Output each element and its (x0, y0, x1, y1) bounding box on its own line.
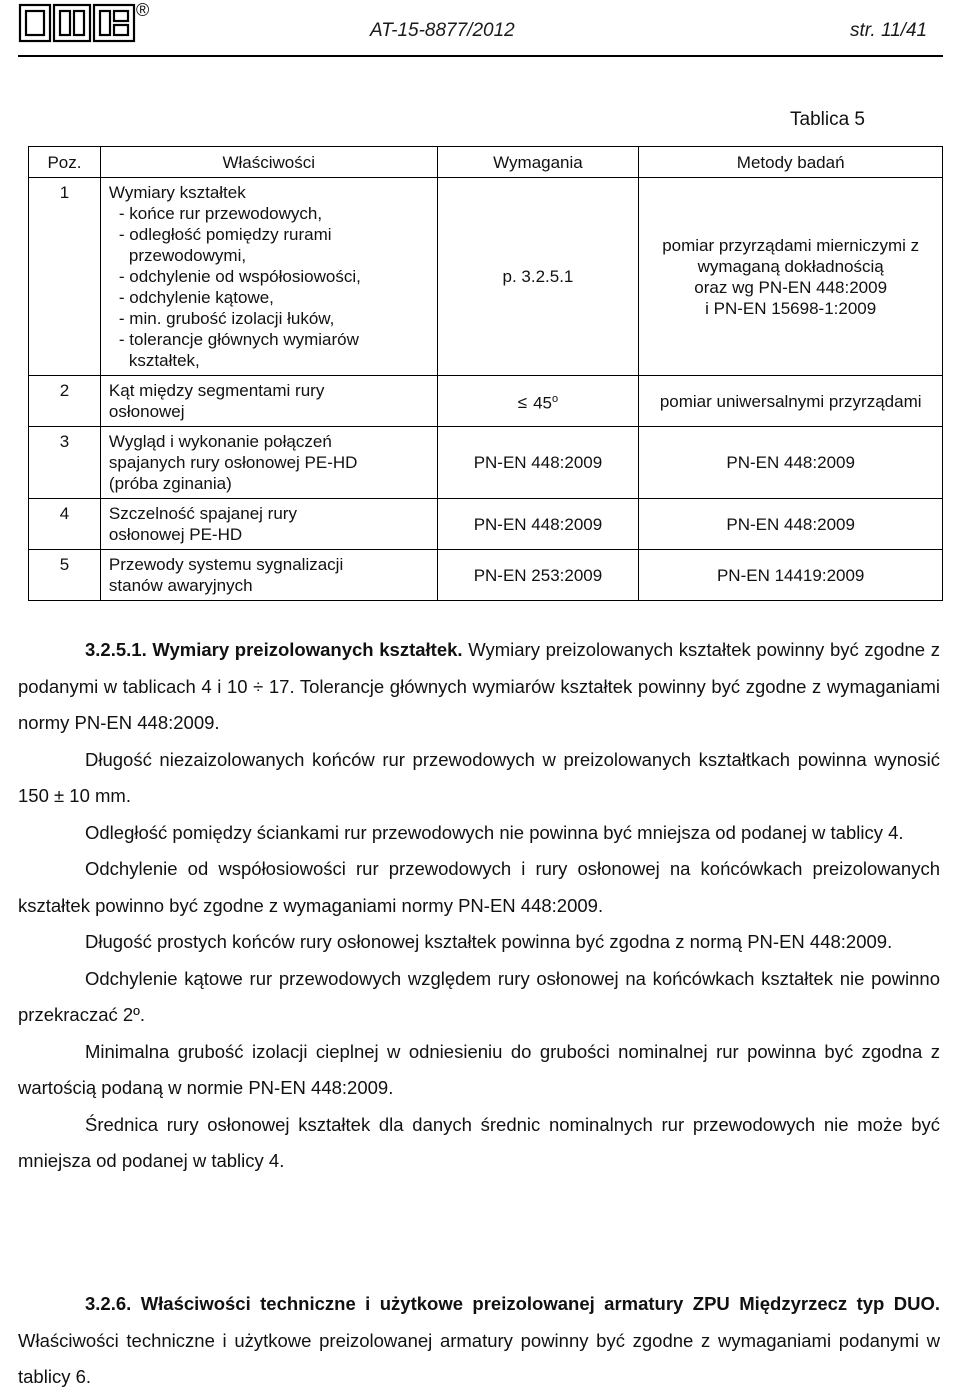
prop-line: przewodowymi, (128, 246, 247, 265)
row-properties (100, 427, 437, 499)
row-number: 3 (29, 427, 101, 499)
section-text: Właściwości techniczne i użytkowe preizolowanej armatury powinny być zgodne z wymaganiami podanymi w tablicy 6. (18, 1329, 940, 1387)
prop-line: Wygląd i wykonanie połączeń (108, 432, 332, 451)
prop-line: - odchylenie kątowe, (118, 288, 274, 307)
table-row (29, 376, 943, 427)
section-heading: 3.2.6. Właściwości techniczne i użytkowe preizolowanej armatury ZPU Międzyrzecz typ DUO. (85, 1293, 940, 1314)
table-row (29, 550, 943, 601)
prop-line: Kąt między segmentami rury (108, 381, 325, 400)
prop-line: spajanych rury osłonowej PE-HD (108, 453, 358, 472)
row-requirement: p. 3.2.5.1 (437, 178, 639, 376)
paragraph: Długość prostych końców rury osłonowej kształtek powinna być zgodna z normą PN-EN 448:2009. (85, 931, 893, 952)
row-method: PN-EN 448:2009 (639, 499, 943, 550)
prop-line: (próba zginania) (108, 474, 232, 493)
method-line: pomiar przyrządami mierniczymi z (662, 235, 920, 255)
prop-line: Przewody systemu sygnalizacji (108, 555, 344, 574)
prop-line: kształtek, (128, 351, 200, 370)
prop-line: osłonowej (108, 402, 185, 421)
row-number: 4 (29, 499, 101, 550)
paragraph: Odchylenie kątowe rur przewodowych względem rury osłonowej na końcówkach kształtek nie powinno przekraczać 2º. (18, 967, 940, 1025)
table-caption: Tablica 5 (790, 109, 865, 130)
paragraph: Minimalna grubość izolacji cieplnej w odniesieniu do grubości nominalnej rur powinna być zgodna z wartością podaną w normie PN-EN 448:2009. (18, 1040, 940, 1098)
prop-line: - min. grubość izolacji łuków, (118, 309, 335, 328)
method-line: wymaganą dokładnością (697, 256, 884, 276)
table-row (29, 427, 943, 499)
prop-line: - odległość pomiędzy rurami (118, 225, 332, 244)
section-heading: 3.2.5.1. Wymiary preizolowanych kształtek. (85, 639, 463, 660)
properties-table (28, 146, 943, 601)
page-number: str. 11/41 (850, 20, 928, 41)
header-divider (18, 55, 943, 57)
prop-line: - odchylenie od współosiowości, (118, 267, 361, 286)
paragraph: Długość niezaizolowanych końców rur przewodowych w preizolowanych kształtkach powinna wynosić 150 ± 10 mm. (18, 748, 940, 806)
header-requirements: Wymagania (437, 147, 639, 178)
row-method (639, 178, 943, 376)
row-requirement (437, 376, 639, 427)
prop-line: osłonowej PE-HD (108, 525, 243, 544)
row-number: 2 (29, 376, 101, 427)
prop-line: stanów awaryjnych (108, 576, 253, 595)
row-number: 5 (29, 550, 101, 601)
paragraph: Średnica rury osłonowej kształtek dla danych średnic nominalnych rur przewodowych nie może być mniejsza od podanej w tablicy 4. (18, 1113, 940, 1171)
header-pos: Poz. (29, 147, 101, 178)
row-properties (100, 376, 437, 427)
section-text: Wymiary preizolowanych kształtek powinny być zgodne z podanymi w tablicach 4 i 10 ÷ 17. Tolerancje głównych wymiarów kształtek powinny być zgodne z wymaganiami normy PN-EN 448:2009. (18, 639, 940, 733)
document-number: AT-15-8877/2012 (370, 20, 515, 41)
row-requirement: PN-EN 448:2009 (437, 499, 639, 550)
degree-mark: o (552, 392, 559, 405)
body-text (18, 632, 940, 1180)
row-method: pomiar uniwersalnymi przyrządami (639, 376, 943, 427)
itb-logo (18, 3, 138, 43)
method-line: oraz wg PN-EN 448:2009 (694, 277, 888, 297)
table-header-row (29, 147, 943, 178)
table-row (29, 178, 943, 376)
page-header (18, 0, 943, 48)
angle-value: 45 (533, 393, 553, 413)
prop-line: - końce rur przewodowych, (118, 204, 323, 223)
prop-line: Wymiary kształtek (108, 183, 246, 202)
row-properties (100, 178, 437, 376)
section-3-2-5-1 (18, 632, 940, 742)
prop-line: Szczelność spajanej rury (108, 504, 297, 523)
row-method: PN-EN 448:2009 (639, 427, 943, 499)
row-properties (100, 499, 437, 550)
body-text-2 (18, 1286, 940, 1396)
row-requirement: PN-EN 448:2009 (437, 427, 639, 499)
prop-line: - tolerancje głównych wymiarów (118, 330, 359, 349)
registered-mark: ® (136, 0, 150, 20)
header-properties: Właściwości (100, 147, 437, 178)
method-line: i PN-EN 15698-1:2009 (705, 298, 877, 318)
less-equal-symbol: ≤ (517, 393, 528, 413)
row-requirement: PN-EN 253:2009 (437, 550, 639, 601)
row-method: PN-EN 14419:2009 (639, 550, 943, 601)
header-methods: Metody badań (639, 147, 943, 178)
section-3-2-6 (18, 1286, 940, 1396)
table-row (29, 499, 943, 550)
paragraph: Odchylenie od współosiowości rur przewodowych i rury osłonowej na końcówkach preizolowanych kształtek powinno być zgodne z wymaganiami normy PN-EN 448:2009. (18, 858, 940, 916)
row-number: 1 (29, 178, 101, 376)
row-properties (100, 550, 437, 601)
paragraph: Odległość pomiędzy ściankami rur przewodowych nie powinna być mniejsza od podanej w tablicy 4. (85, 821, 904, 843)
